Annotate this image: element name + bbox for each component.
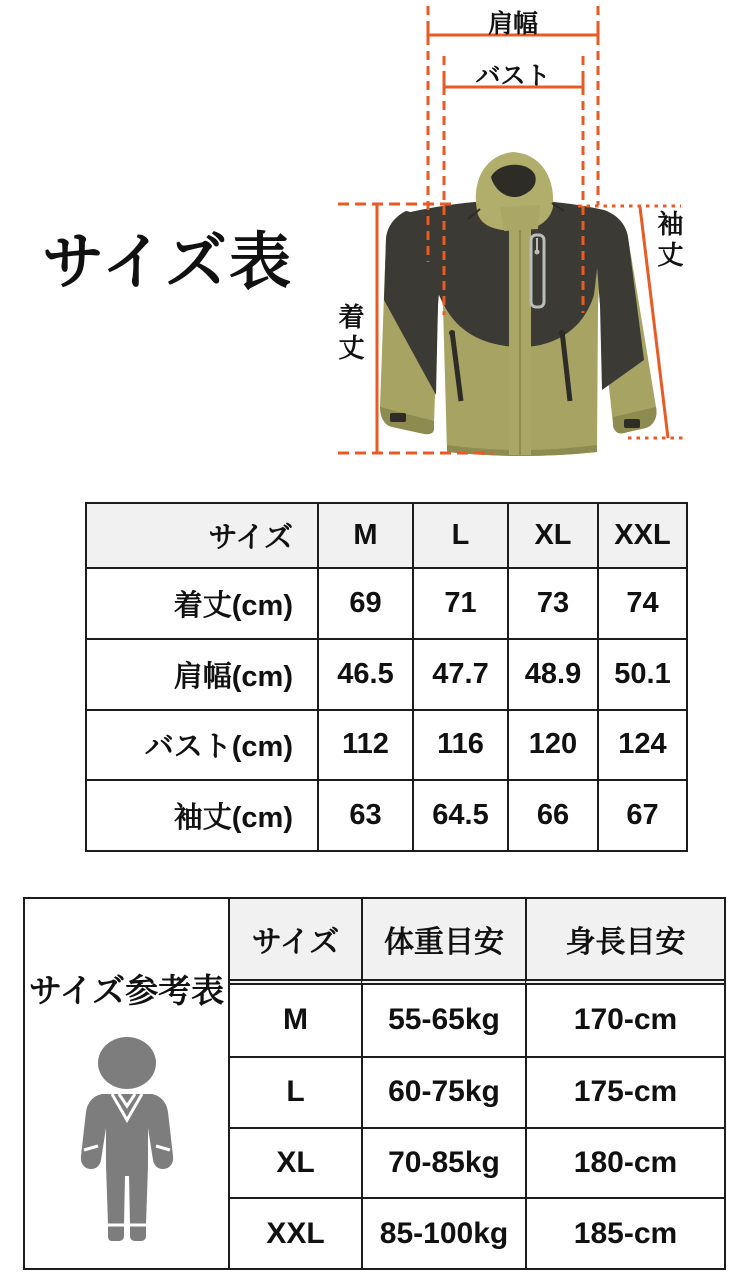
ref-table-size-cell: M [283, 1003, 308, 1037]
ref-table-size-cell: XXL [230, 1197, 361, 1268]
size-table-label-cell: 着丈(cm) [87, 567, 317, 638]
size-reference-section [23, 897, 726, 1270]
ref-table-size-cell: L [230, 1056, 361, 1127]
size-table-value-cell: 46.5 [317, 638, 412, 709]
size-table-value-cell: 69 [317, 567, 412, 638]
size-table-value-cell: 74 [597, 567, 686, 638]
size-table-value-cell: 66 [507, 779, 597, 850]
size-table-value-cell: 67 [597, 779, 686, 850]
size-table-header-cell: サイズ [87, 504, 317, 567]
ref-table-weight-cell: 70-85kg [361, 1127, 525, 1198]
body-length-label: 着丈 [335, 303, 365, 365]
size-table-value-cell: 47.7 [412, 638, 507, 709]
size-table-value-cell: 112 [317, 709, 412, 780]
person-icon [71, 1036, 183, 1246]
size-table-value-cell: 71 [412, 567, 507, 638]
size-table-value-cell: 48.9 [507, 638, 597, 709]
ref-table-header-cell: 体重目安 [361, 899, 525, 985]
size-table-value-cell: 63 [317, 779, 412, 850]
size-reference-title: サイズ参考表 [28, 972, 225, 1009]
size-table-value-cell: 120 [507, 709, 597, 780]
size-table-label-cell: 肩幅(cm) [87, 638, 317, 709]
size-table-header-cell: XL [507, 504, 597, 567]
size-table-value-cell: 73 [507, 567, 597, 638]
ref-table-height-cell: 180-cm [525, 1127, 724, 1198]
shoulder-width-label: 肩幅 [487, 10, 538, 38]
size-table-label-cell: バスト(cm) [87, 709, 317, 780]
size-reference-table [230, 899, 724, 1268]
size-table-header-cell: M [317, 504, 412, 567]
measurement-lines [0, 0, 750, 480]
size-table-value-cell: 64.5 [412, 779, 507, 850]
ref-table-header-cell: 身長目安 [525, 899, 724, 985]
ref-table-header-cell: サイズ [230, 899, 361, 985]
size-table-header-cell: L [412, 504, 507, 567]
size-table-value-cell: 124 [597, 709, 686, 780]
ref-table-weight-cell: 60-75kg [361, 1056, 525, 1127]
ref-table-size-cell: XL [230, 1127, 361, 1198]
size-table-label-cell: 袖丈(cm) [87, 779, 317, 850]
ref-table-weight-cell: 85-100kg [361, 1197, 525, 1268]
size-reference-left-panel [25, 899, 230, 1268]
size-table-header-cell: XXL [597, 504, 686, 567]
ref-table-height-cell: 185-cm [525, 1197, 724, 1268]
size-table-value-cell: 116 [412, 709, 507, 780]
bust-label: バスト [475, 62, 551, 90]
page-title: サイズ表 [42, 228, 294, 297]
ref-table-weight-cell: 55-65kg [361, 985, 525, 1056]
sleeve-length-label: 袖丈 [654, 210, 684, 272]
size-table-value-cell: 50.1 [597, 638, 686, 709]
ref-table-height-cell: 175-cm [525, 1056, 724, 1127]
size-table [85, 502, 688, 852]
ref-table-height-cell: 170-cm [525, 985, 724, 1056]
